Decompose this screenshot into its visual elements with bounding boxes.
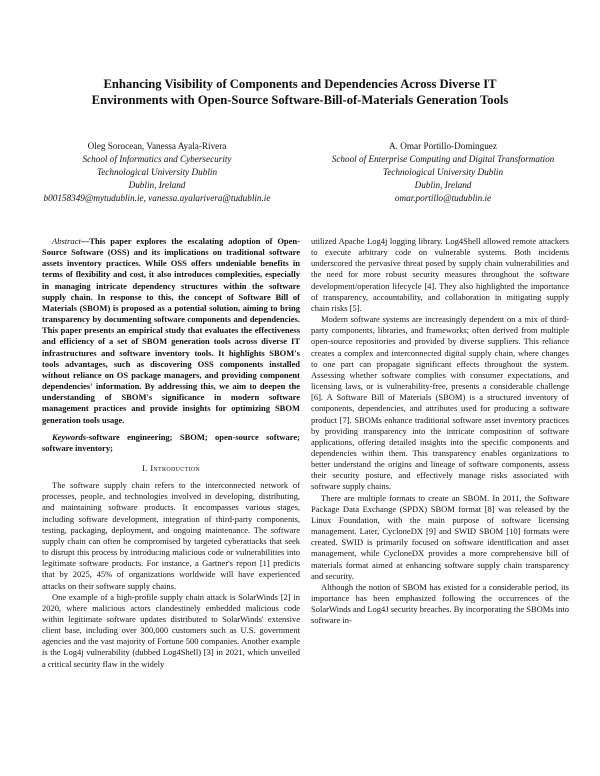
section-heading	[42, 463, 300, 474]
body-paragraph: Modern software systems are increasingly dependent on a mix of third-party components, libraries, and frameworks; often derived from multiple open-source repositories and provided by diverse suppliers. This reliance creates a complex and interconnected digital supply chain, where changes to one part can propagate significant effects throughout the system. Assessing whether software complies with consumer expectations, and licensing laws, or is vulnerability-free, presents a considerable challenge [6]. A Software Bill of Materials (SBOM) is a structured inventory of components, dependencies, and attributes used for producing a software product [7]. SBOMs enhance traditional software asset inventory practices by providing transparency into the intricate composition of software applications, offering detailed insights into the specific components and dependencies within them. This transparency enables organizations to better understand the origins and lineage of software components, assess their security posture, and effectively manage risks associated with software supply chains.	[311, 314, 569, 492]
author-location: Dublin, Ireland	[414, 180, 472, 190]
body-paragraph: The software supply chain refers to the interconnected network of processes, people, and technologies involved in developing, distributing, and maintaining software products. It encompasses various stages, including software development, integration of third-party components, testing, packaging, deployment, and ongoing maintenance. The software supply chain can often be compromised by targeted cyberattacks that seek to disrupt this process by introducing malicious code or vulnerabilities into legitimate software products. For instance, a Gartner's report [1] predicts that by 2025, 45% of organizations worldwide will have experienced attacks on their software supply chains.	[42, 480, 300, 591]
left-column	[42, 236, 300, 670]
author-names: Oleg Sorocean, Vanessa Ayala-Rivera	[87, 141, 227, 151]
right-column	[311, 236, 569, 626]
abstract	[42, 236, 300, 426]
keywords-label: Keywords	[52, 431, 86, 442]
author-university: Technological University Dublin	[96, 167, 218, 177]
keywords-text: -software engineering; SBOM; open-source software; software inventory;	[42, 431, 300, 453]
paper-title	[40, 76, 560, 108]
author-location: Dublin, Ireland	[128, 180, 186, 190]
author-email: b00158349@mytudublin.ie, vanessa.ayalarivera@tudublin.ie	[43, 193, 271, 203]
abstract-text: —This paper explores the escalating adoption of Open-Source Software (OSS) and its implications on traditional software assets inventory practices. While OSS offers undeniable benefits in terms of flexibility and cost, it also introduces complexities, especially in managing intricate dependency structures within the software supply chain. In response to this, the concept of Software Bill of Materials (SBOM) is proposed as a potential solution, aiming to bring transparency by documenting software components and dependencies. This paper presents an empirical study that evaluates the effectiveness and efficiency of a set of SBOM generation tools across diverse IT infrastructures and software inventory tools. It highlights SBOM's tools advantages, such as discovering OSS components installed without reliance on OS package managers, and providing component dependencies' information. By addressing this, we aim to deepen the understanding of SBOM's significance in modern software management practices and provide insights for optimizing SBOM generation tools usage.	[42, 236, 300, 425]
body-paragraph: Although the notion of SBOM has existed for a considerable period, its importance has been emphasized following the occurrences of the SolarWinds and Log4J security breaches. By incorporating the SBOMs into software in-	[311, 581, 569, 626]
section-number: I.	[141, 462, 151, 473]
keywords	[42, 432, 300, 454]
body-paragraph: There are multiple formats to create an SBOM. In 2011, the Software Package Data Exchange (SPDX) SBOM format [8] was released by the Linux Foundation, with the main purpose of software licensing management. Later, CycloneDX [9] and SWID SBOM [10] formats were created. SWID is primarily focused on software identification and asset management, while CycloneDX provides a more comprehensive bill of materials format aimed at enhancing software supply chain transparency and security.	[311, 492, 569, 581]
author-email: omar.portillo@tudublin.ie	[394, 193, 492, 203]
section-title: Introduction	[150, 462, 201, 473]
body-paragraph: utilized Apache Log4j logging library. Log4Shell allowed remote attackers to execute arbitrary code on vulnerable systems. Both incidents underscored the pervasive threat posed by supply chain vulnerabilities and the need for more robust security measures throughout the software development/operation lifecycle [4]. They also highlighted the importance of transparency, accountability, and collaboration in mitigating supply chain risks [5].	[311, 236, 569, 313]
author-block-1	[22, 140, 292, 205]
paper-title-line-1: Enhancing Visibility of Components and Dependencies Across Diverse IT	[103, 77, 497, 91]
author-names: A. Omar Portillo-Dominguez	[389, 141, 497, 151]
author-block-2	[298, 140, 588, 205]
body-paragraph: One example of a high-profile supply chain attack is SolarWinds [2] in 2020, where malicious actors clandestinely embedded malicious code within legitimate software updates distributed to SolarWinds' extensive client base, including over 300,000 customers such as U.S. government agencies and the vast majority of Fortune 500 companies. Another example is the Log4j vulnerability (dubbed Log4Shell) [3] in 2021, which unveiled a critical security flaw in the widely	[42, 591, 300, 669]
author-university: Technological University Dublin	[382, 167, 504, 177]
abstract-label: Abstract	[52, 236, 81, 246]
paper-title-line-2: Environments with Open-Source Software-Bill-of-Materials Generation Tools	[91, 93, 509, 107]
author-school: School of Enterprise Computing and Digital Transformation	[331, 154, 555, 164]
author-school: School of Informatics and Cybersecurity	[82, 154, 232, 164]
